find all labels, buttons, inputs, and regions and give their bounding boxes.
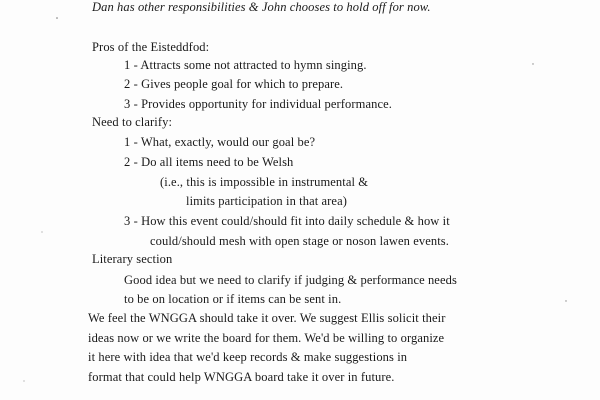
pros-heading: Pros of the Eisteddfod: (92, 40, 210, 54)
clarify-item-note: (i.e., this is impossible in instrumental & (160, 175, 369, 189)
clarify-heading: Need to clarify: (92, 115, 173, 129)
top-note: Dan has other responsibilities & John chooses to hold off for now. (92, 0, 431, 14)
literary-heading: Literary section (92, 252, 173, 266)
clarify-item: 3 - How this event could/should fit into daily schedule & how it (124, 214, 450, 228)
pros-item: 3 - Provides opportunity for individual performance. (124, 97, 392, 111)
clarify-item-continuation: could/should mesh with open stage or noson lawen events. (150, 234, 449, 248)
pros-item: 1 - Attracts some not attracted to hymn singing. (124, 58, 367, 72)
clarify-item-note: limits participation in that area) (186, 194, 347, 208)
pros-item: 2 - Gives people goal for which to prepare. (124, 77, 344, 91)
clarify-item: 2 - Do all items need to be Welsh (124, 155, 294, 169)
closing-paragraph-line: ideas now or we write the board for them. We'd be willing to organize (88, 331, 445, 345)
literary-text: Good idea but we need to clarify if judging & performance needs (124, 273, 457, 287)
closing-paragraph-line: We feel the WNGGA should take it over. We suggest Ellis solicit their (88, 311, 446, 325)
clarify-item: 1 - What, exactly, would our goal be? (124, 135, 316, 149)
closing-paragraph-line: format that could help WNGGA board take it over in future. (88, 370, 395, 384)
literary-text: to be on location or if items can be sent in. (124, 292, 342, 306)
closing-paragraph-line: it here with idea that we'd keep records & make suggestions in (88, 350, 408, 364)
